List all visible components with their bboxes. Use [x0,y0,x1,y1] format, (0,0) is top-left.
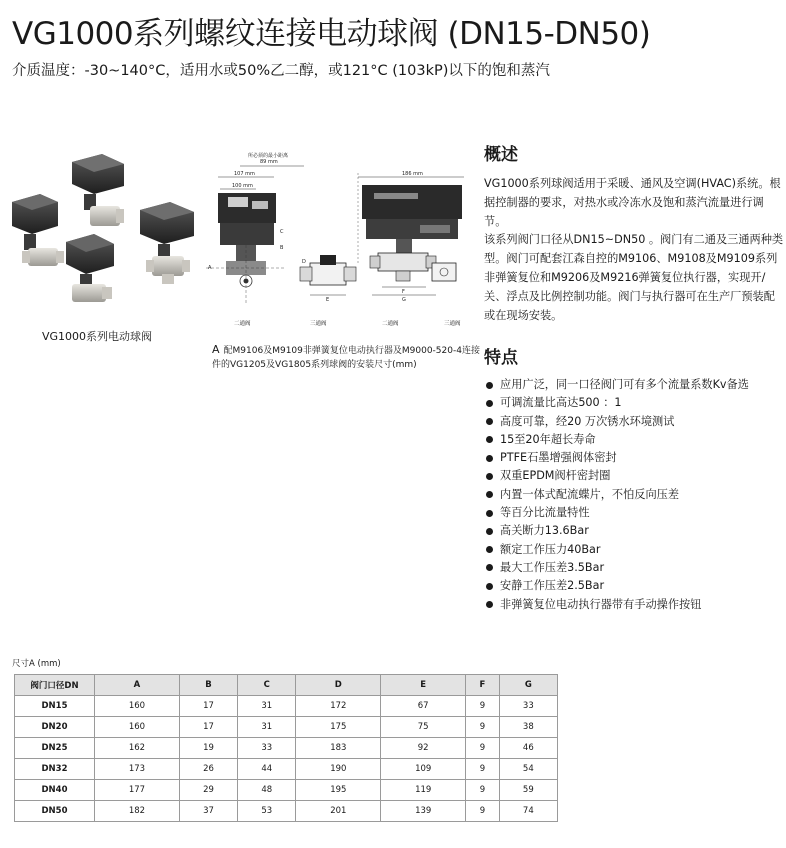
dim-107-label: 107 mm [234,171,255,177]
clearance-label: 所必须的最小距离 [248,153,289,159]
feature-item: 高关断力13.6Bar [484,522,784,540]
column-header: C [238,675,296,696]
table-cell: 160 [95,717,180,738]
table-cell: 201 [296,801,381,822]
table-cell: 29 [179,780,237,801]
table-cell: 119 [381,780,466,801]
label-two-way-1: 二通阀 [234,321,251,327]
feature-item: 额定工作压力40Bar [484,541,784,559]
product-photo [6,150,202,310]
table-row [15,717,558,738]
table-cell: 33 [499,696,557,717]
feature-item: 高度可靠，经20 万次锈水环境测试 [484,413,784,431]
table-cell: 75 [381,717,466,738]
table-cell: 74 [499,801,557,822]
dim-letter-c: C [280,229,284,235]
feature-item: 安静工作压差2.5Bar [484,577,784,595]
table-cell: 109 [381,759,466,780]
table-caption: 尺寸A (mm) [12,659,61,669]
table-cell: 160 [95,696,180,717]
dimension-drawing [206,145,474,335]
column-header: G [499,675,557,696]
page-title: VG1000系列螺纹连接电动球阀 (DN15-DN50) [12,16,651,52]
table-cell: 182 [95,801,180,822]
overview-paragraph: 该系列阀门口径从DN15~DN50 。阀门有二通及三通两种类型。阀门可配套江森自控的M9106、M9108及M9109系列非弹簧复位和M9206及M9216弹簧复位执行器，实现开/关、浮点及比例控制功能。阀门与执行器可在生产厂预装配或在现场安装。 [484,233,784,322]
table-cell: 139 [381,801,466,822]
feature-item: 双重EPDM阀杆密封圈 [484,467,784,485]
table-cell: DN15 [15,696,95,717]
label-three-way-1: 三通阀 [310,321,327,327]
feature-item: 最大工作压差3.5Bar [484,559,784,577]
features-heading: 特点 [484,348,518,368]
table-cell: 26 [179,759,237,780]
table-cell: 9 [466,696,500,717]
table-cell: 92 [381,738,466,759]
column-header: D [296,675,381,696]
page-subtitle: 介质温度：-30~140°C，适用水或50%乙二醇，或121°C (103kP)以下的饱和蒸汽 [12,63,550,79]
table-cell: 33 [238,738,296,759]
table-cell: 183 [296,738,381,759]
table-cell: 53 [238,801,296,822]
feature-item: 内置一体式配流蝶片，不怕反向压差 [484,486,784,504]
feature-item: 非弹簧复位电动执行器带有手动操作按钮 [484,596,784,614]
table-cell: DN50 [15,801,95,822]
table-cell: 162 [95,738,180,759]
label-two-way-2: 二通阀 [382,321,399,327]
table-cell: 37 [179,801,237,822]
valve-actuator-illustration [6,150,202,310]
table-cell: 19 [179,738,237,759]
column-header: A [95,675,180,696]
table-cell: 38 [499,717,557,738]
table-cell: DN32 [15,759,95,780]
table-cell: 31 [238,696,296,717]
table-cell: DN40 [15,780,95,801]
table-cell: 31 [238,717,296,738]
photo-caption: VG1000系列电动球阀 [42,330,153,343]
table-cell: 48 [238,780,296,801]
table-cell: 9 [466,717,500,738]
column-header: F [466,675,500,696]
table-cell: 9 [466,780,500,801]
table-row [15,759,558,780]
feature-item: 15至20年超长寿命 [484,431,784,449]
clearance-value: 89 mm [260,159,278,165]
figure-caption-letter: A [212,343,220,356]
feature-item: 等百分比流量特性 [484,504,784,522]
table-cell: 17 [179,717,237,738]
dim-letter-f: F [402,289,405,295]
figure-caption [212,343,480,372]
table-cell: DN25 [15,738,95,759]
table-cell: 9 [466,759,500,780]
table-row [15,801,558,822]
figure-caption-text: 配M9106及M9109非弹簧复位电动执行器及M9000-520-4连接件的VG1205及VG1805系列球阀的安装尺寸(mm) [212,346,480,370]
table-cell: 59 [499,780,557,801]
table-cell: 46 [499,738,557,759]
table-header-row [15,675,558,696]
dim-letter-e: E [326,297,330,303]
table-row [15,738,558,759]
dim-letter-g: G [402,297,406,303]
table-cell: 195 [296,780,381,801]
table-cell: 173 [95,759,180,780]
label-three-way-2: 三通阀 [444,321,461,327]
feature-item: 可调流量比高达500 ：1 [484,394,784,412]
column-header: 阀门口径DN [15,675,95,696]
table-cell: 44 [238,759,296,780]
feature-item: 应用广泛，同一口径阀门可有多个流量系数Kv备选 [484,376,784,394]
table-cell: 67 [381,696,466,717]
features-list [484,376,784,614]
dim-186-label: 186 mm [402,171,423,177]
table-cell: 190 [296,759,381,780]
dim-letter-a: A [208,265,212,271]
table-cell: 177 [95,780,180,801]
column-header: B [179,675,237,696]
table-cell: 172 [296,696,381,717]
overview-paragraph: VG1000系列球阀适用于采暖、通风及空调(HVAC)系统。根据控制器的要求，对热水或冷冻水及饱和蒸汽流量进行调节。 [484,177,781,228]
table-row [15,696,558,717]
table-cell: 175 [296,717,381,738]
feature-item: PTFE石墨增强阀体密封 [484,449,784,467]
column-header: E [381,675,466,696]
overview-body [484,175,784,325]
table-cell: 9 [466,738,500,759]
dimensions-table [14,674,558,822]
table-row [15,780,558,801]
dim-letter-d: D [302,259,306,265]
table-cell: 9 [466,801,500,822]
table-cell: 17 [179,696,237,717]
dim-letter-b: B [280,245,284,251]
table-cell: DN20 [15,717,95,738]
overview-heading: 概述 [484,145,518,165]
dim-100-label: 100 mm [232,183,253,189]
table-cell: 54 [499,759,557,780]
